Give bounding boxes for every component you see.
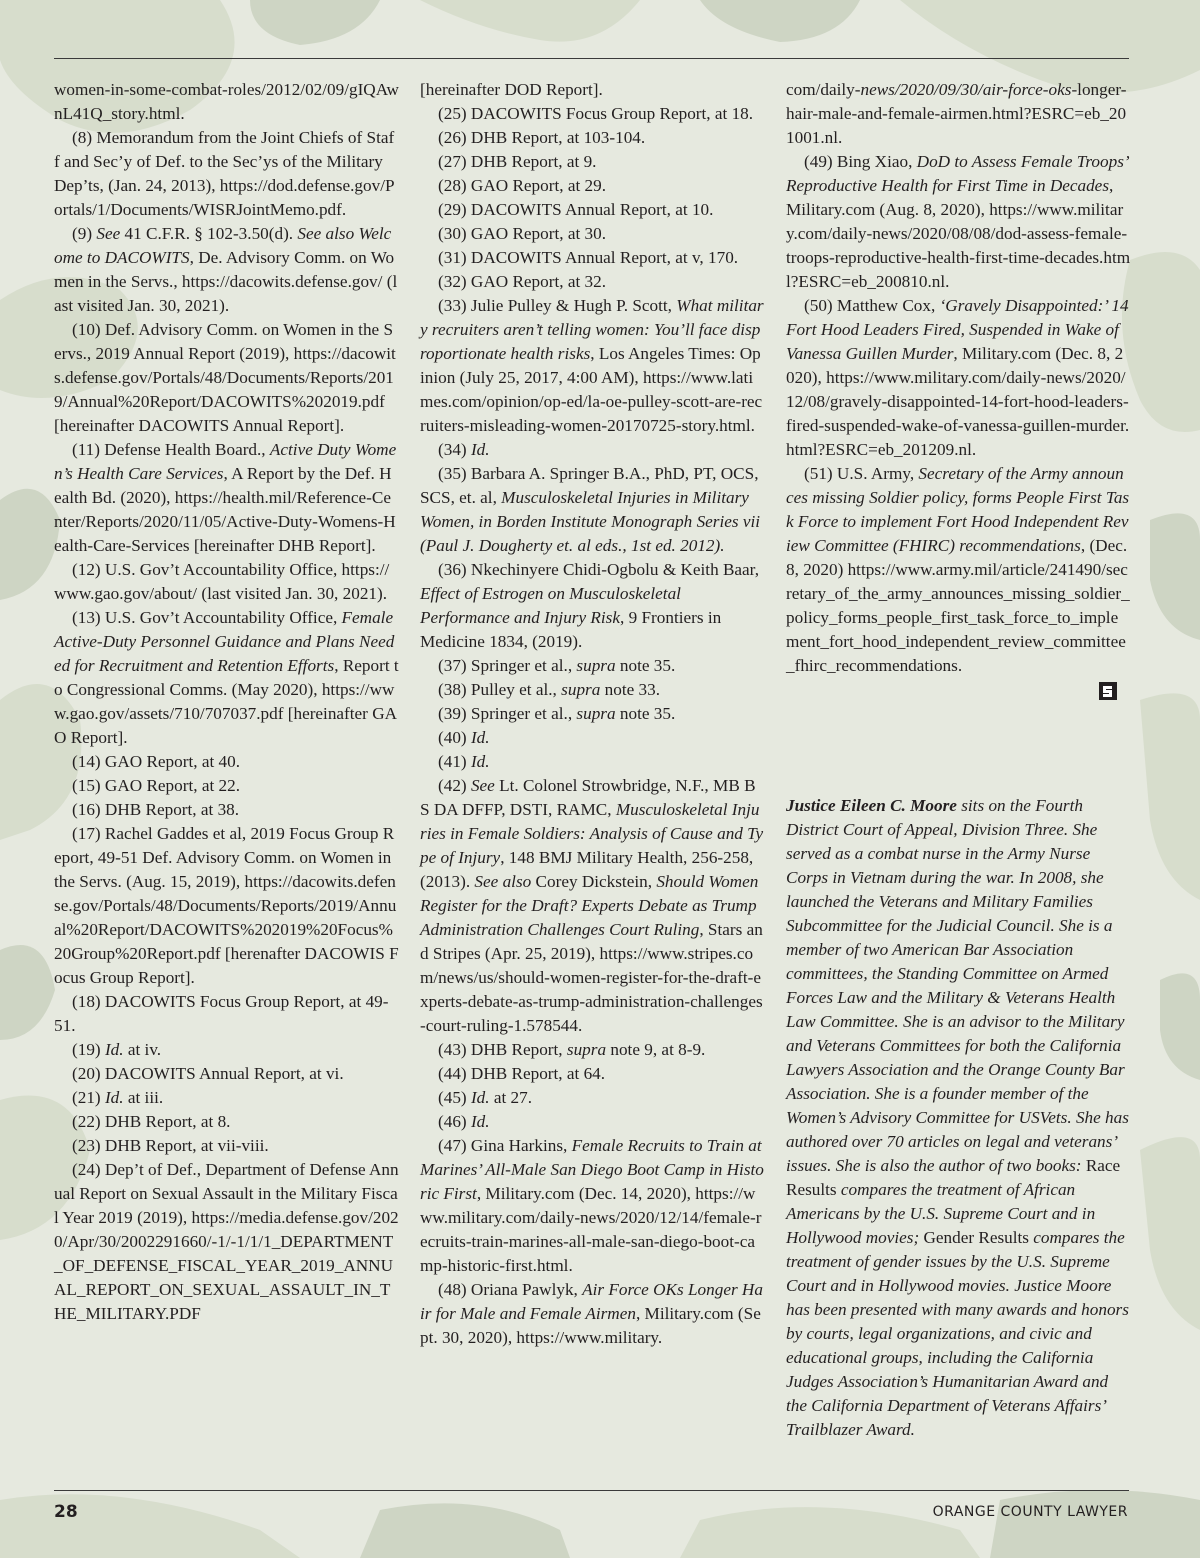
endnote-11: (11) Defense Health Board., Active Duty Women’s Health Care Services, A Report by the Def. Health Bd. (2020), https://health.mil/Reference-Center/Reports/2020/11/05/Active-Duty-Womens-Health-Care-Services [hereinafter DHB Report]. bbox=[54, 440, 397, 555]
notes-column-3 bbox=[786, 78, 1131, 700]
endnote-8: (8) Memorandum from the Joint Chiefs of Staff and Sec’y of Def. to the Sec’ys of the Military Dep’ts, (Jan. 24, 2013), https://dod.defense.gov/Portals/1/Documents/WISRJointMemo.pdf. bbox=[54, 128, 395, 219]
endnote-25: (25) DACOWITS Focus Group Report, at 18. bbox=[438, 104, 754, 123]
endnote-44: (44) DHB Report, at 64. bbox=[438, 1064, 606, 1083]
endnote-47: (47) Gina Harkins, Female Recruits to Train at Marines’ All-Male San Diego Boot Camp in Historic First, Military.com (Dec. 14, 2020), https://www.military.com/daily-news/2020/12/14/female-recruits-train-marines-all-male-san-diego-boot-camp-historic-first.html. bbox=[420, 1136, 764, 1275]
endnote-22: (22) DHB Report, at 8. bbox=[72, 1112, 231, 1131]
endnote-9: (9) See 41 C.F.R. § 102-3.50(d). See also Welcome to DACOWITS, De. Advisory Comm. on Women in the Servs., https://dacowits.defense.gov/ (last visited Jan. 30, 2021). bbox=[54, 224, 398, 315]
endnote-30: (30) GAO Report, at 30. bbox=[438, 224, 607, 243]
top-rule bbox=[54, 58, 1129, 59]
book-title: Gender Results bbox=[923, 1228, 1029, 1247]
endnote-continuation: com/daily-news/2020/09/30/air-force-oks-longer-hair-male-and-female-airmen.html?ESRC=eb_201001.nl. bbox=[786, 80, 1127, 147]
endnote-51: (51) U.S. Army, Secretary of the Army announces missing Soldier policy, forms People First Task Force to implement Fort Hood Independent Review Committee (FHIRC) recommendations, (Dec. 8, 2020) https://www.army.mil/article/241490/secretary_of_the_army_announces_missing_soldier_policy_forms_people_first_task_force_to_implement_fort_hood_independent_review_committee_fhirc_recommendations. bbox=[786, 464, 1130, 675]
notes-column-2 bbox=[420, 78, 765, 1350]
author-bio bbox=[786, 794, 1131, 1442]
endnote-20: (20) DACOWITS Annual Report, at vi. bbox=[72, 1064, 344, 1083]
endnote-35: (35) Barbara A. Springer B.A., PhD, PT, OCS, SCS, et. al, Musculoskeletal Injuries in Military Women, in Borden Institute Monograph Series vii (Paul J. Dougherty et. al eds., 1st ed. 2012). bbox=[420, 464, 761, 555]
endnote-26: (26) DHB Report, at 103-104. bbox=[438, 128, 646, 147]
endnote-41: (41) Id. bbox=[438, 752, 490, 771]
endnote-18: (18) DACOWITS Focus Group Report, at 49-51. bbox=[54, 992, 389, 1035]
endnote-50: (50) Matthew Cox, ‘Gravely Disappointed:’ 14 Fort Hood Leaders Fired, Suspended in Wake of Vanessa Guillen Murder, Military.com (Dec. 8, 2020), https://www.military.com/daily-news/2020/12/08/gravely-disappointed-14-fort-hood-leaders-fired-suspended-wake-of-vanessa-guillen-murder.html?ESRC=eb_201209.nl. bbox=[786, 296, 1130, 459]
endnote-21: (21) Id. at iii. bbox=[72, 1088, 164, 1107]
endnote-14: (14) GAO Report, at 40. bbox=[72, 752, 241, 771]
endnote-29: (29) DACOWITS Annual Report, at 10. bbox=[438, 200, 714, 219]
endnote-19: (19) Id. at iv. bbox=[72, 1040, 162, 1059]
endnote-43: (43) DHB Report, supra note 9, at 8-9. bbox=[438, 1040, 706, 1059]
endnote-10: (10) Def. Advisory Comm. on Women in the Servs., 2019 Annual Report (2019), https://dacowits.defense.gov/Portals/48/Documents/Reports/2019/Annual%20Report/DACOWITS%202019.pdf [hereinafter DACOWITS Annual Report]. bbox=[54, 320, 396, 435]
endnote-31: (31) DACOWITS Annual Report, at v, 170. bbox=[438, 248, 739, 267]
end-of-article-icon bbox=[1099, 682, 1117, 700]
endnote-17: (17) Rachel Gaddes et al, 2019 Focus Group Report, 49-51 Def. Advisory Comm. on Women in the Servs. (Aug. 15, 2019), https://dacowits.defense.gov/Portals/48/Documents/Reports/2019/Annual%20Report/DACOWITS%202019%20Focus%20Group%20Report.pdf [herenafter DACOWIS Focus Group Report]. bbox=[54, 824, 399, 987]
endnote-12: (12) U.S. Gov’t Accountability Office, https://www.gao.gov/about/ (last visited Jan. 30, 2021). bbox=[54, 560, 390, 603]
endnote-48: (48) Oriana Pawlyk, Air Force OKs Longer Hair for Male and Female Airmen, Military.com (Sept. 30, 2020), https://www.military. bbox=[420, 1280, 763, 1347]
endnote-33: (33) Julie Pulley & Hugh P. Scott, What military recruiters aren’t telling women: You’ll face disproportionate health risks, Los Angeles Times: Opinion (July 25, 2017, 4:00 AM), https://www.latimes.com/opinion/op-ed/la-oe-pulley-scott-are-recruiters-misleading-women-20170725-story.html. bbox=[420, 296, 764, 435]
endnote-24: (24) Dep’t of Def., Department of Defense Annual Report on Sexual Assault in the Military Fiscal Year 2019 (2019), https://media.defense.gov/2020/Apr/30/2002291660/-1/-1/1/1_DEPARTMENT_OF_DEFENSE_FISCAL_YEAR_2019_ANNUAL_REPORT_ON_SEXUAL_ASSAULT_IN_THE_MILITARY.PDF bbox=[54, 1160, 399, 1323]
endnote-40: (40) Id. bbox=[438, 728, 490, 747]
endnote-32: (32) GAO Report, at 32. bbox=[438, 272, 607, 291]
journal-name: ORANGE COUNTY LAWYER bbox=[932, 1504, 1128, 1520]
endnote-45: (45) Id. at 27. bbox=[438, 1088, 533, 1107]
endnote-42: (42) See Lt. Colonel Strowbridge, N.F., MB BS DA DFFP, DSTI, RAMC, Musculoskeletal Injuries in Female Soldiers: Analysis of Cause and Type of Injury, 148 BMJ Military Health, 256-258, (2013). See also Corey Dickstein, Should Women Register for the Draft? Experts Debate as Trump Administration Challenges Court Ruling, Stars and Stripes (Apr. 25, 2019), https://www.stripes.com/news/us/should-women-register-for-the-draft-experts-debate-as-trump-administration-challenges-court-ruling-1.578544. bbox=[420, 776, 764, 1035]
footer-rule bbox=[54, 1490, 1129, 1491]
endnote-46: (46) Id. bbox=[438, 1112, 490, 1131]
endnote-continuation: [hereinafter DOD Report]. bbox=[420, 80, 603, 99]
page-number: 28 bbox=[54, 1502, 78, 1522]
endnote-15: (15) GAO Report, at 22. bbox=[72, 776, 241, 795]
endnote-continuation: women-in-some-combat-roles/2012/02/09/gIQAwnL41Q_story.html. bbox=[54, 80, 399, 123]
endnote-36: (36) Nkechinyere Chidi-Ogbolu & Keith Baar, Effect of Estrogen on Musculoskeletal Performance and Injury Risk, 9 Frontiers in Medicine 1834, (2019). bbox=[420, 560, 760, 651]
notes-column-1 bbox=[54, 78, 399, 1326]
endnote-37: (37) Springer et al., supra note 35. bbox=[438, 656, 676, 675]
endnote-28: (28) GAO Report, at 29. bbox=[438, 176, 607, 195]
endnote-34: (34) Id. bbox=[438, 440, 490, 459]
endnote-16: (16) DHB Report, at 38. bbox=[72, 800, 240, 819]
endnote-49: (49) Bing Xiao, DoD to Assess Female Troops’ Reproductive Health for First Time in Decades, Military.com (Aug. 8, 2020), https://www.military.com/daily-news/2020/08/08/dod-assess-female-troops-reproductive-health-first-time-decades.html?ESRC=eb_200810.nl. bbox=[786, 152, 1131, 291]
endnote-27: (27) DHB Report, at 9. bbox=[438, 152, 597, 171]
book-title: Race Results bbox=[786, 1156, 1121, 1199]
endnote-23: (23) DHB Report, at vii-viii. bbox=[72, 1136, 269, 1155]
author-name: Justice Eileen C. Moore bbox=[786, 796, 957, 815]
endnote-13: (13) U.S. Gov’t Accountability Office, Female Active-Duty Personnel Guidance and Plans Needed for Recruitment and Retention Efforts, Report to Congressional Comms. (May 2020), https://www.gao.gov/assets/710/707037.pdf [hereinafter GAO Report]. bbox=[54, 608, 399, 747]
endnote-38: (38) Pulley et al., supra note 33. bbox=[438, 680, 660, 699]
author-bio-text: Justice Eileen C. Moore sits on the Fourth District Court of Appeal, Division Three. She served as a combat nurse in the Army Nurse Corps in Vietnam during the war. In 2008, she launched the Veterans and Military Families Subcommittee for the Judicial Council. She is a member of two American Bar Association committees, the Standing Committee on Armed Forces Law and the Military & Veterans Health Law Committee. She is an advisor to the Military and Veterans Committees for both the California Lawyers Association and the Orange County Bar Association. She is a founder member of the Women’s Advisory Committee for USVets. She has authored over 70 articles on legal and veterans’ issues. She is also the author of two books: Race Results compares the treatment of African Americans by the U.S. Supreme Court and in Hollywood movies; Gender Results compares the treatment of gender issues by the U.S. Supreme Court and in Hollywood movies. Justice Moore has been presented with many awards and honors by courts, legal organizations, and civic and educational groups, including the California Judges Association’s Humanitarian Award and the California Department of Veterans Affairs’ Trailblazer Award. bbox=[786, 796, 1129, 1439]
endnote-39: (39) Springer et al., supra note 35. bbox=[438, 704, 676, 723]
